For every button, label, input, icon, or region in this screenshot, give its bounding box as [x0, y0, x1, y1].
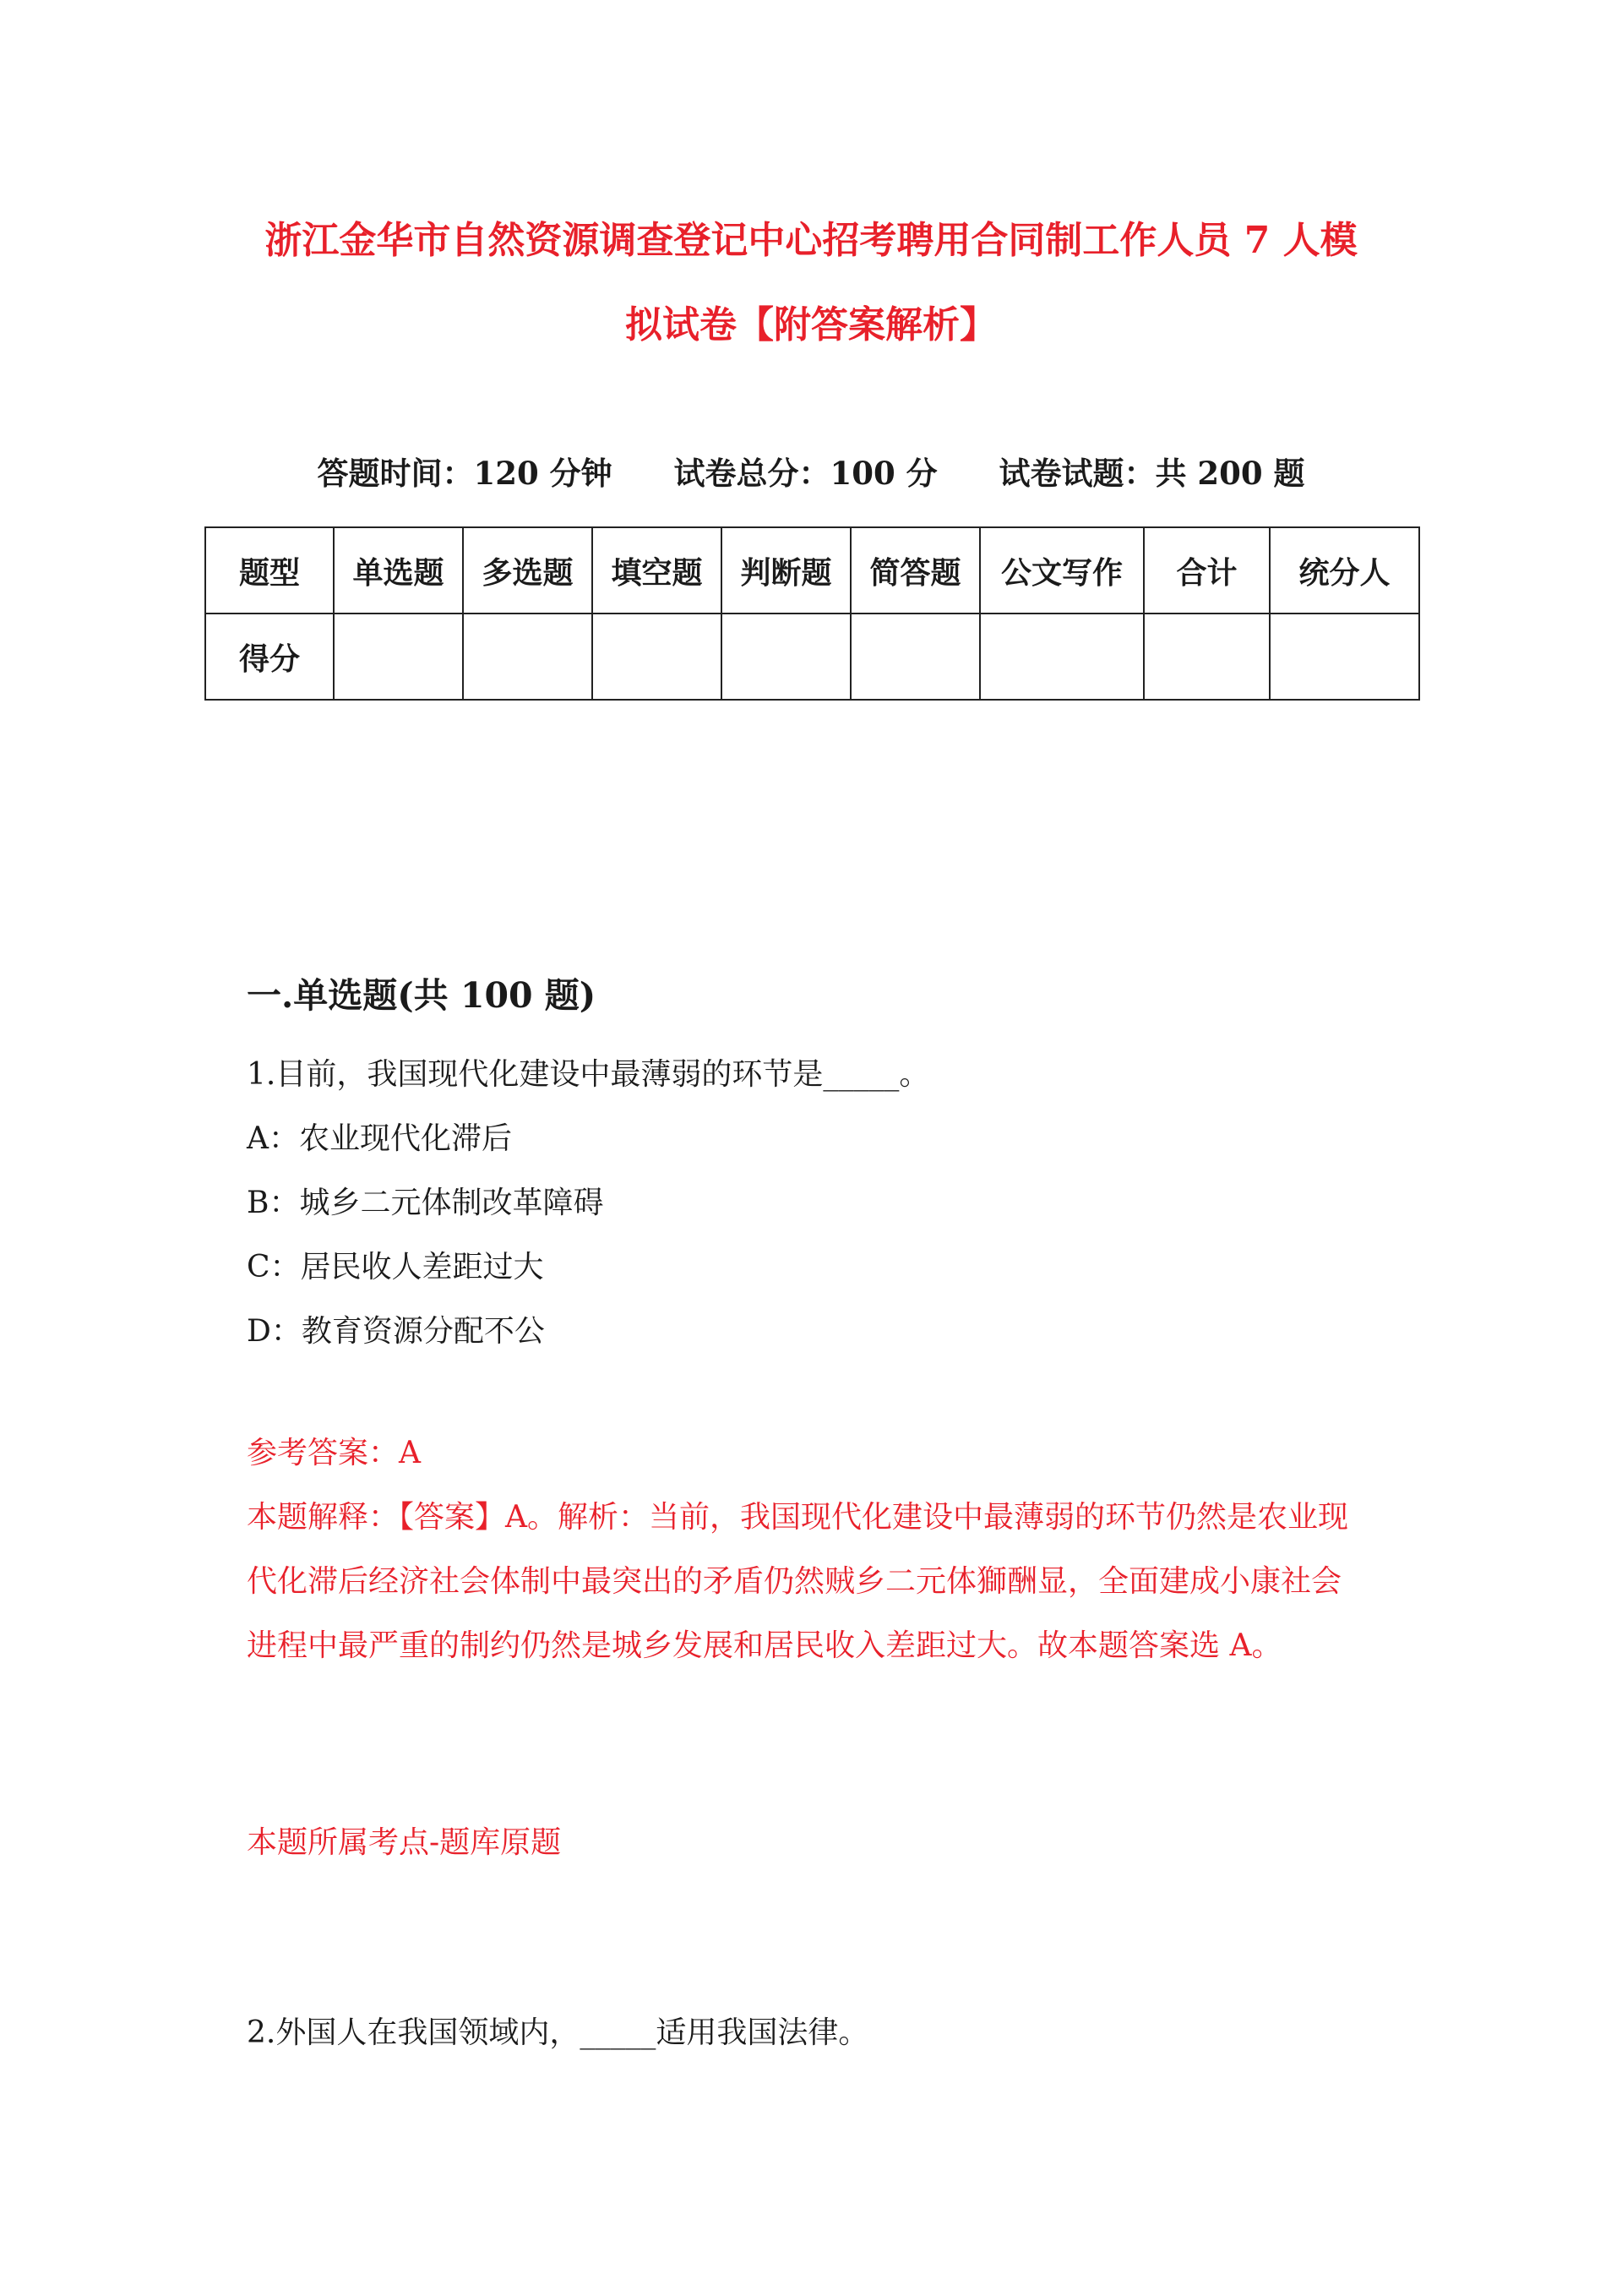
- score-table-header: 填空题: [592, 527, 721, 614]
- question-1-option-a: A：农业现代化滞后: [247, 1121, 512, 1156]
- question-1-topic: 本题所属考点-题库原题: [247, 1825, 562, 1860]
- score-table-header-row: [205, 527, 1419, 614]
- score-row-label: 得分: [205, 614, 334, 700]
- score-table-header: 统分人: [1270, 527, 1419, 614]
- question-1-answer: 参考答案：A: [247, 1436, 421, 1470]
- score-cell: [980, 614, 1144, 700]
- question-2: 2.外国人在我国领域内，_____适用我国法律。: [247, 2015, 869, 2050]
- question-1-option-b: B：城乡二元体制改革障碍: [247, 1186, 604, 1220]
- question-1-option-d: D：教育资源分配不公: [247, 1314, 545, 1349]
- exam-time: 答题时间：120 分钟: [317, 455, 612, 492]
- score-table-header: 多选题: [463, 527, 592, 614]
- score-table-header: 判断题: [721, 527, 851, 614]
- score-cell: [463, 614, 592, 700]
- score-cell: [721, 614, 851, 700]
- score-table-header: 题型: [205, 527, 334, 614]
- section-heading: 一.单选题(共 100 题): [247, 975, 596, 1016]
- score-table-header: 单选题: [334, 527, 463, 614]
- exam-total-score: 试卷总分：100 分: [673, 455, 938, 492]
- score-cell: [592, 614, 721, 700]
- exam-meta: [0, 444, 1622, 503]
- score-cell: [334, 614, 463, 700]
- score-cell: [1144, 614, 1270, 700]
- exam-question-count: 试卷试题：共 200 题: [999, 455, 1305, 492]
- document-title-line-1: 浙江金华市自然资源调查登记中心招考聘用合同制工作人员 7 人模: [264, 219, 1358, 262]
- score-cell: [851, 614, 980, 700]
- document-title-line-2: 拟试卷【附答案解析】: [625, 303, 997, 346]
- score-table-score-row: [205, 614, 1419, 700]
- question-1-explanation: 本题解释：【答案】A。解析：当前，我国现代化建设中最薄弱的环节仍然是农业现代化滞后经济社会体制中最突出的矛盾仍然贼乡二元体獅酬显，全面建成小康社会进程中最严重的制约仍然是城乡发展和居民收入差距过大。故本题答案选 A。: [247, 1500, 1348, 1663]
- score-table-header: 合计: [1144, 527, 1270, 614]
- question-1-option-c: C：居民收人差距过大: [247, 1250, 544, 1284]
- question-1: 1.目前，我国现代化建设中最薄弱的环节是_____。: [247, 1057, 930, 1092]
- score-cell: [1270, 614, 1419, 700]
- score-table-header: 公文写作: [980, 527, 1144, 614]
- score-table: [204, 526, 1420, 701]
- score-table-header: 简答题: [851, 527, 980, 614]
